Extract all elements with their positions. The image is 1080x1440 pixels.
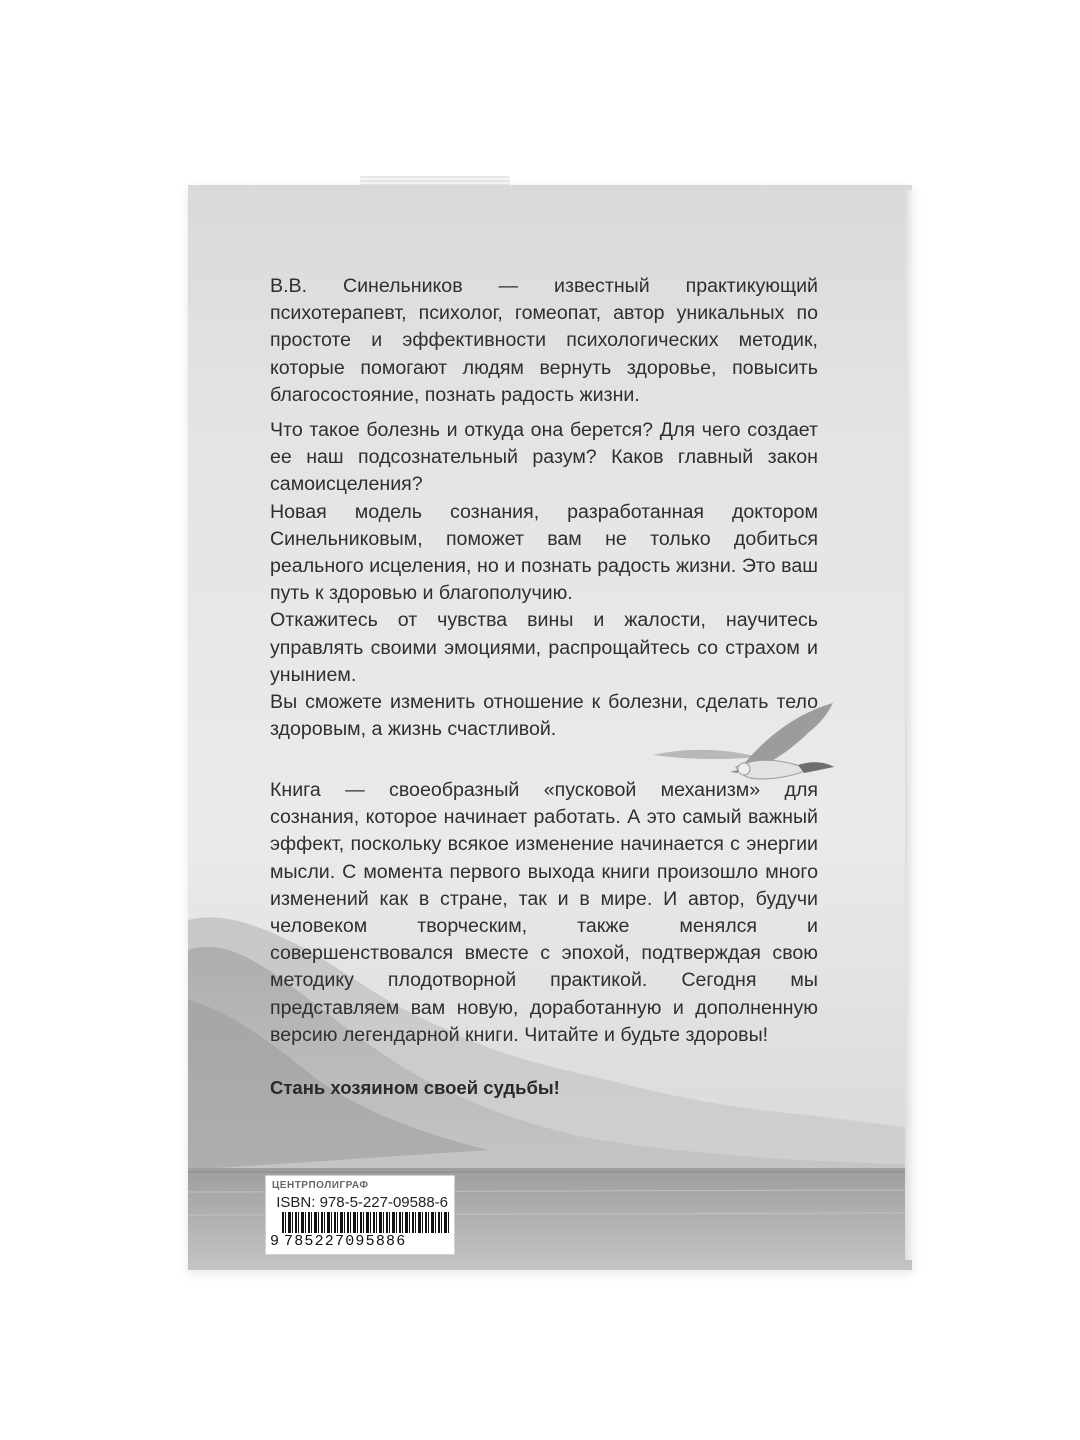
summary-paragraph: Новая модель сознания, разработанная доктором Синельниковым, поможет вам не только добиться реального исцеления, но и познать радость жизни. Это ваш путь к здоровью и благополучию. [270,500,818,605]
barcode-prefix: 9 [270,1233,280,1250]
barcode-bars [282,1212,450,1250]
barcode [270,1212,450,1250]
publisher-logo: ЦЕНТРПОЛИГРАФ [272,1180,369,1191]
book-back-cover [188,185,912,1270]
summary-paragraph: Вы сможете изменить отношение к болезни, сделать тело здоровым, а жизнь счастливой. [270,691,818,741]
summary-paragraph: Откажитесь от чувства вины и жалости, научитесь управлять своими эмоциями, распрощайтесь со страхом и унынием. [270,609,818,686]
book-about [270,777,818,1049]
book-about-text: Книга — своеобразный «пусковой механизм» для сознания, которое начинает работать. А это самый важный эффект, поскольку всякое изменение начинается с энергии мысли. С момента первого выхода книги произошло много изменений как в стране, так и в мире. И автор, будучи человеком творческим, также менялся и совершенствовался вместе с эпохой, подтверждая свою методику плодотворной практикой. Сегодня мы представляем вам новую, доработанную и дополненную версию легендарной книги. Читайте и будьте здоровы! [270,779,818,1046]
barcode-digits: 785227095886 [282,1233,450,1250]
isbn-number: ISBN: 978-5-227-09588-6 [276,1194,448,1211]
tagline: Стань хозяином своей судьбы! [270,1077,560,1098]
author-description-text: В.В. Синельников — известный практикующий психотерапевт, психолог, гомеопат, автор уникальных по простоте и эффективности психологических методик, которые помогают людям вернуть здоровье, повысить благосостояние, познать радость жизни. [270,275,818,406]
author-description [270,273,818,409]
book-edge [905,190,913,1260]
summary-paragraph: Что такое болезнь и откуда она берется? Для чего создает ее наш подсознательный разум? Каков главный закон самоисцеления? [270,419,818,496]
isbn-sticker [265,1175,455,1255]
